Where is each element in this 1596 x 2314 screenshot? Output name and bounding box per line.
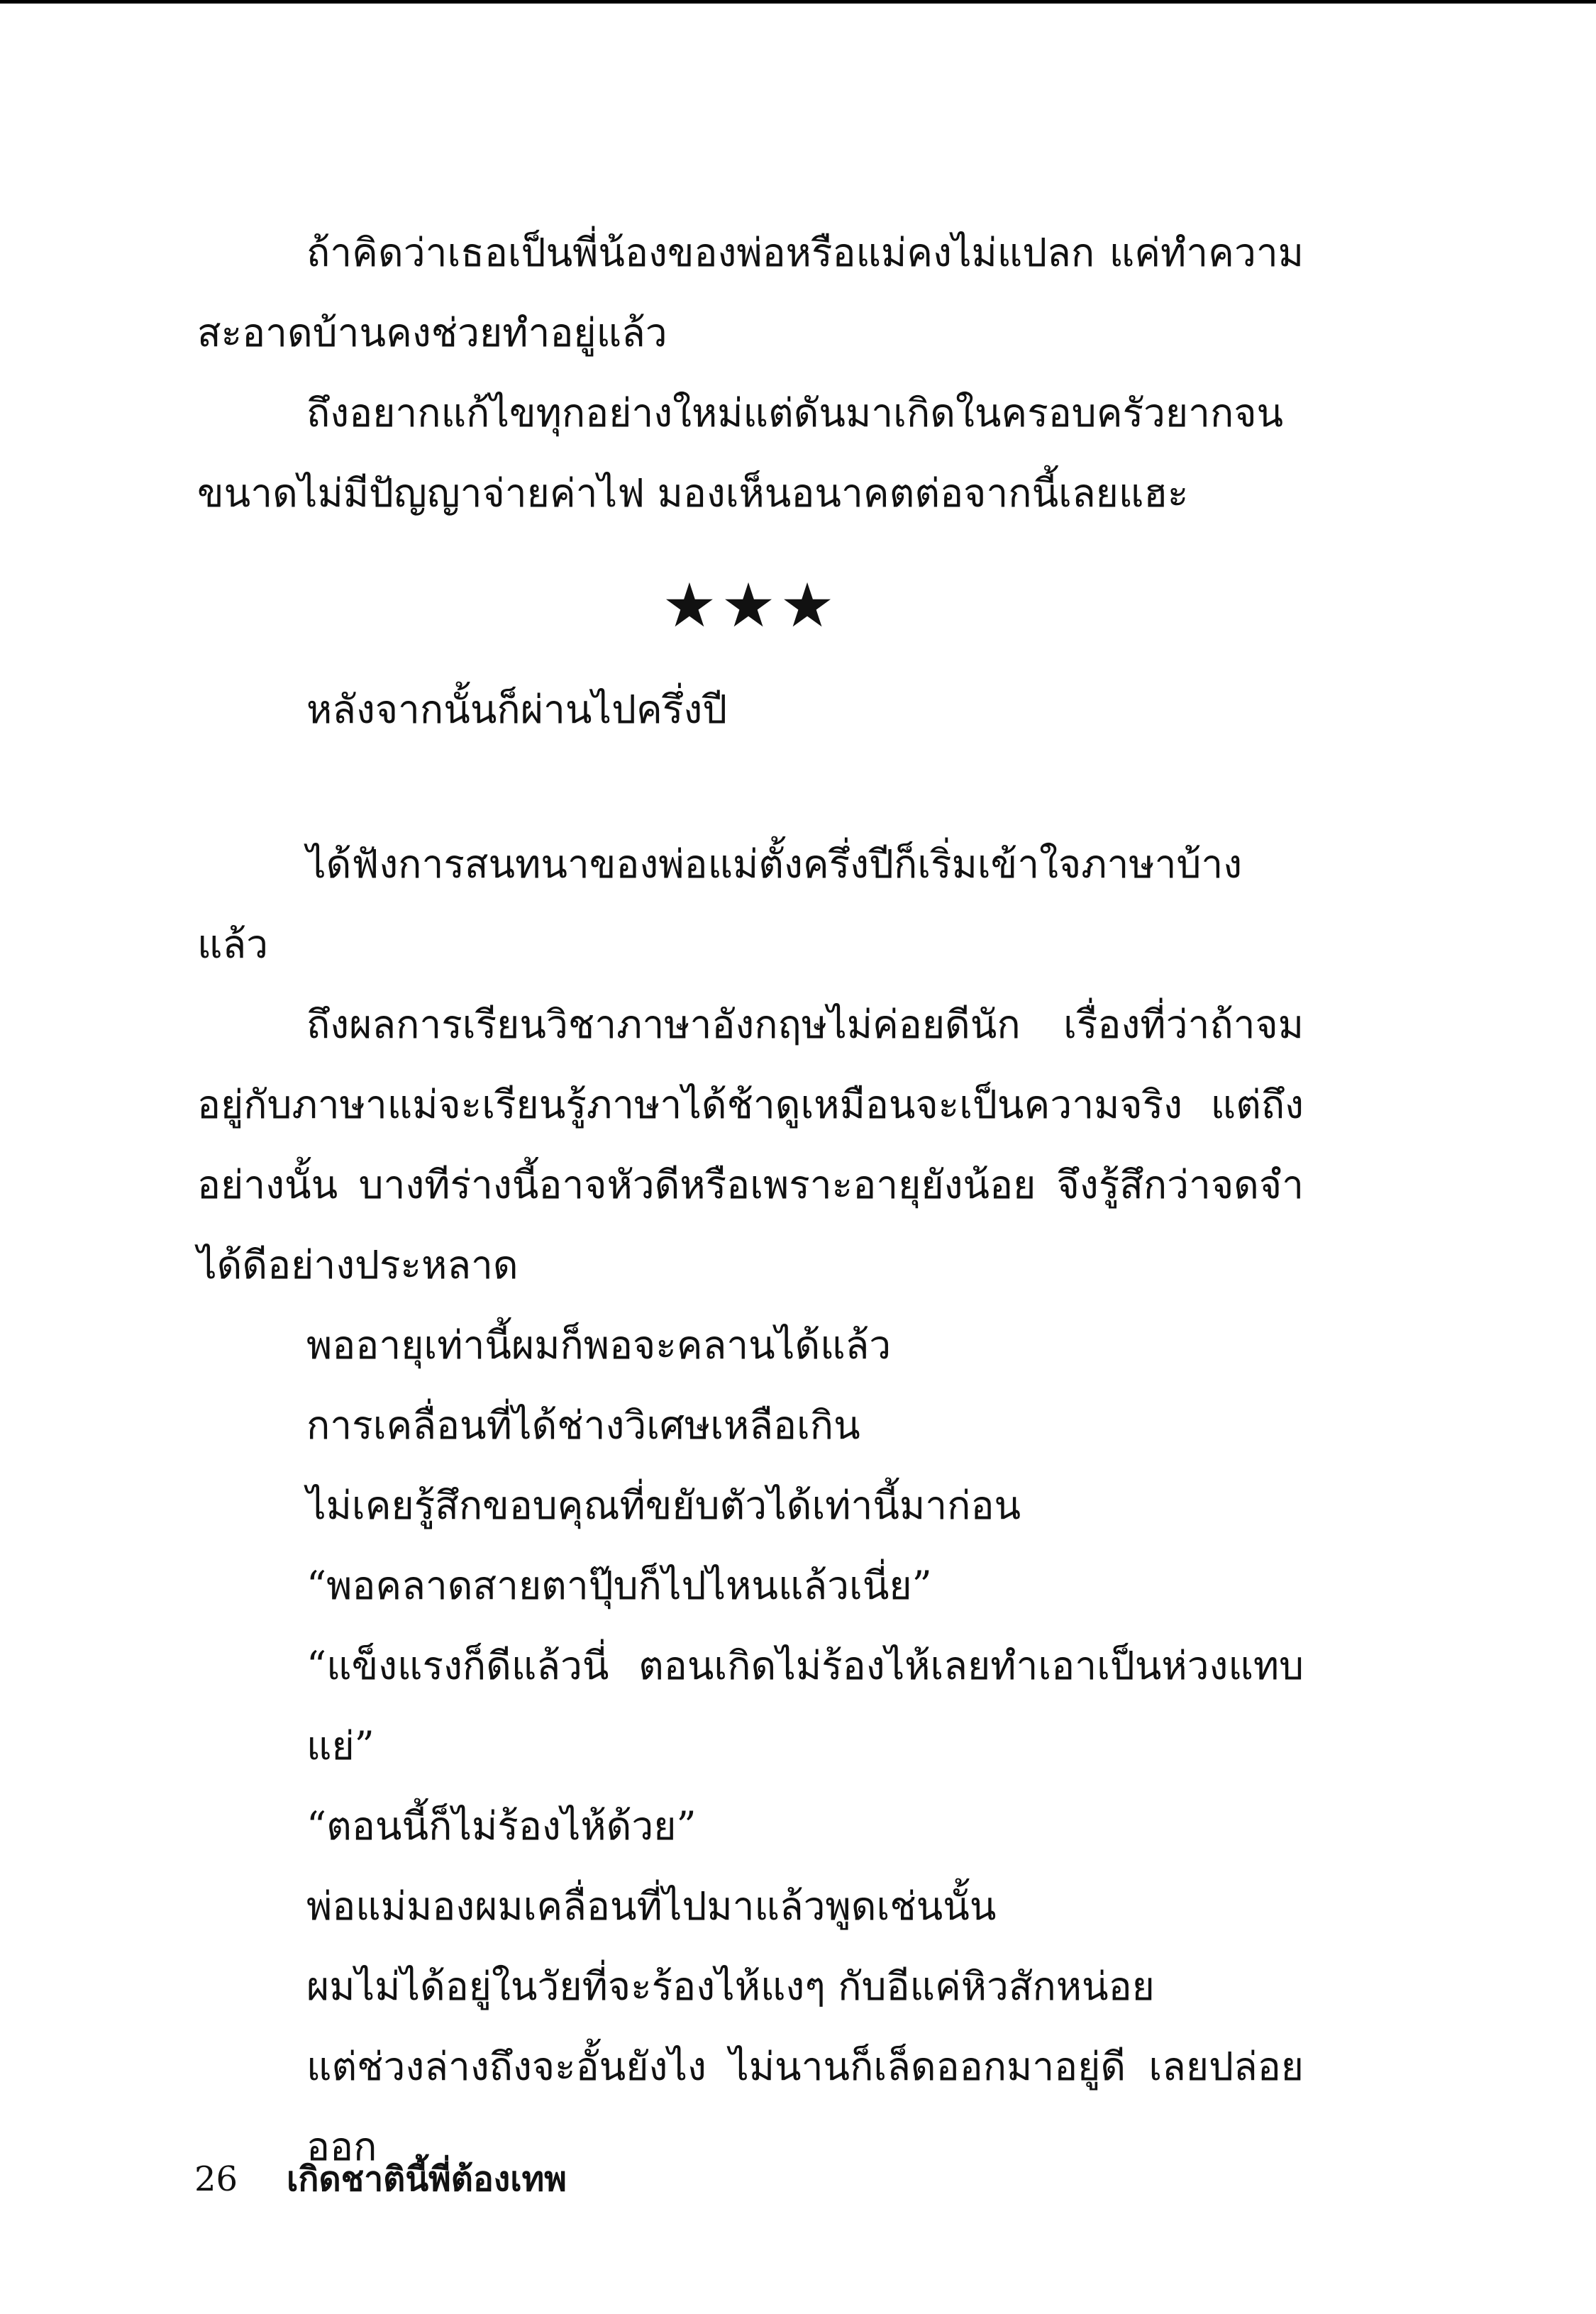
- paragraph-8: พ่อแม่มองผมเคลื่อนที่ไปมาแล้วพูดเช่นนั้น: [306, 1883, 997, 1929]
- paragraph-6: การเคลื่อนที่ได้ช่างวิเศษเหลือเกิน: [306, 1402, 860, 1448]
- paragraph-3: ได้ฟังการสนทนาของพ่อแม่ตั้งครึ่งปีก็เริ่มเข้าใจภาษาบ้างแล้ว: [197, 841, 1243, 967]
- dialogue-line-2: “แข็งแรงก็ดีแล้วนี่ ตอนเกิดไม่ร้องไห้เลยทำเอาเป็นห่วงแทบแย่”: [306, 1643, 1304, 1768]
- paragraph-2: ถึงอยากแก้ไขทุกอย่างใหม่แต่ดันมาเกิดในครอบครัวยากจนขนาดไม่มีปัญญาจ่ายค่าไฟ มองเห็นอนาคตต่อจากนี้เลยแฮะ: [197, 390, 1284, 516]
- blank-line-spacer: [197, 750, 1304, 824]
- opening-line: หลังจากนั้นก็ผ่านไปครึ่งปี: [306, 687, 728, 732]
- top-border-line: [0, 0, 1596, 4]
- paragraph-10: แต่ช่วงล่างถึงจะอั้นยังไง ไม่นานก็เล็ดออกมาอยู่ดี เลยปล่อยออก: [306, 2044, 1304, 2169]
- page-footer: [194, 2158, 567, 2200]
- paragraph-5: พออายุเท่านี้ผมก็พอจะคลานได้แล้ว: [306, 1322, 892, 1368]
- dialogue-line-3: “ตอนนี้ก็ไม่ร้องไห้ด้วย”: [306, 1803, 697, 1849]
- dialogue-line-1: “พอคลาดสายตาปุ๊บก็ไปไหนแล้วเนี่ย”: [306, 1563, 932, 1608]
- scene-break-stars: ★★★: [662, 570, 839, 641]
- paragraph-7: ไม่เคยรู้สึกขอบคุณที่ขยับตัวได้เท่านี้มาก่อน: [306, 1483, 1021, 1528]
- page-body: [197, 213, 1304, 2187]
- paragraph-9: ผมไม่ได้อยู่ในวัยที่จะร้องไห้แงๆ กับอีแค่หิวสักหน่อย: [306, 1964, 1155, 2009]
- paragraph-1: ถ้าคิดว่าเธอเป็นพี่น้องของพ่อหรือแม่คงไม่แปลก แค่ทำความสะอาดบ้านคงช่วยทำอยู่แล้ว: [197, 230, 1304, 355]
- paragraph-4: ถึงผลการเรียนวิชาภาษาอังกฤษไม่ค่อยดีนัก เรื่องที่ว่าถ้าจมอยู่กับภาษาแม่จะเรียนรู้ภาษาได้ช้าดูเหมือนจะเป็นความจริง แต่ถึงอย่างนั้น บางทีร่างนี้อาจหัวดีหรือเพราะอายุยังน้อย จึงรู้สึกว่าจดจำได้ดีอย่างประหลาด: [197, 1002, 1304, 1288]
- page-number: 26: [194, 2159, 238, 2199]
- running-book-title: เกิดชาตินี้พี่ต้องเทพ: [287, 2159, 567, 2199]
